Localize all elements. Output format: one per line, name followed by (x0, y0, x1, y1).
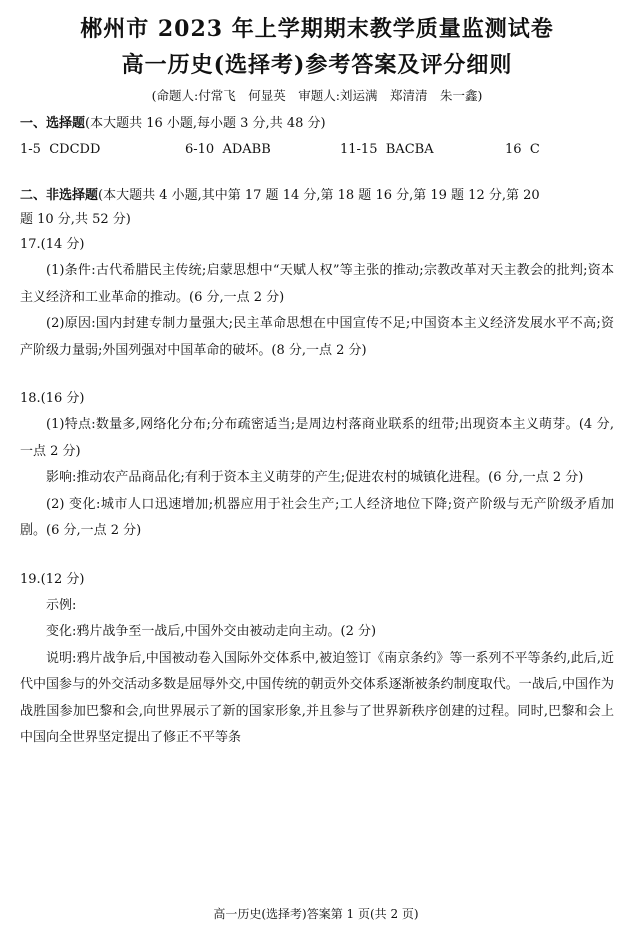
choice-value: ADABB (222, 142, 271, 157)
section2-note-cont: 题 10 分,共 52 分) (20, 212, 131, 227)
choice-range: 11-15 (340, 142, 378, 157)
question-19-explanation: 说明:鸦片战争后,中国被动卷入国际外交体系中,被迫签订《南京条约》等一系列不平等条约,此后,近代中国参与的外交活动多数是屈辱外交,中国传统的朝贡外交体系逐渐被条约制度取代。一战后,中国作为战胜国参加巴黎和会,向世界展示了新的国家形象,并且参与了世界新秩序创建的过程。同时,巴黎和会上中国向全世界坚定提出了修正不平等条 (20, 650, 614, 745)
exam-subtitle: 高一历史(选择考)参考答案及评分细则 (121, 52, 513, 78)
section1-header (20, 112, 614, 136)
question-19-head: 19.(12 分) (20, 571, 85, 587)
section2-heading: 二、非选择题 (20, 188, 99, 203)
choice-group (505, 138, 585, 162)
question-17-head: 17.(14 分) (20, 237, 85, 252)
section1-note: (本大题共 16 小题,每小题 3 分,共 48 分) (85, 116, 326, 131)
choice-group (340, 138, 505, 162)
choice-group (20, 138, 185, 162)
question-18-impact: 影响:推动农产品商品化;有利于资本主义萌芽的产生;促进农村的城镇化进程。(6 分,一点 2 分) (46, 470, 584, 485)
authors-line: (命题人:付常飞 何显英 审题人:刘运满 郑清清 朱一鑫) (151, 88, 483, 103)
choice-answers (20, 138, 614, 162)
question-19-example: 示例: (46, 597, 77, 613)
question-18-part2: (2) 变化:城市人口迅速增加;机器应用于社会生产;工人经济地位下降;资产阶级与无产阶级矛盾加剧。(6 分,一点 2 分) (20, 496, 614, 538)
section2-note: (本大题共 4 小题,其中第 17 题 14 分,第 18 题 16 分,第 19 题 12 分,第 20 (98, 188, 540, 203)
choice-value: CDCDD (49, 142, 101, 157)
exam-title: 郴州市 2023 年上学期期末教学质量监测试卷 (80, 16, 554, 42)
choice-range: 16 (505, 142, 522, 157)
question-19-change: 变化:鸦片战争至一战后,中国外交由被动走向主动。(2 分) (46, 624, 377, 639)
choice-range: 1-5 (20, 142, 41, 157)
choice-value: C (529, 142, 540, 157)
choice-value: BACBA (385, 142, 434, 157)
question-17-part2: (2)原因:国内封建专制力量强大;民主革命思想在中国宣传不足;中国资本主义经济发展水平不高;资产阶级力量弱;外国列强对中国革命的破坏。(8 分,一点 2 分) (20, 316, 614, 358)
section1-heading: 一、选择题 (20, 116, 86, 131)
question-17-part1: (1)条件:古代希腊民主传统;启蒙思想中“天赋人权”等主张的推动;宗教改革对天主教会的批判;资本主义经济和工业革命的推动。(6 分,一点 2 分) (20, 263, 614, 305)
choice-group (185, 138, 340, 162)
page-footer: 高一历史(选择考)答案第 1 页(共 2 页) (213, 907, 419, 921)
question-18-head: 18.(16 分) (20, 391, 85, 406)
choice-range: 6-10 (185, 142, 215, 157)
section2-header (20, 184, 614, 208)
question-18-part1: (1)特点:数量多,网络化分布;分布疏密适当;是周边村落商业联系的纽带;出现资本主义萌芽。(4 分,一点 2 分) (20, 417, 614, 459)
